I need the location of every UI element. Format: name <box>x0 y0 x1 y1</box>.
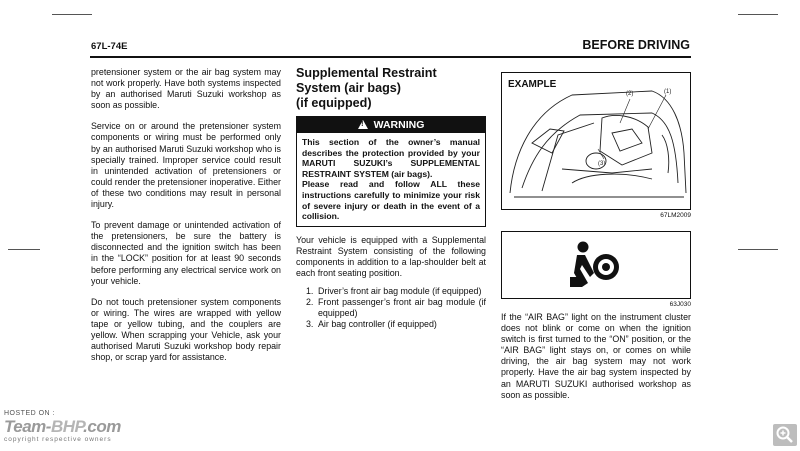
list-number: 1. <box>306 286 314 297</box>
warning-box <box>296 116 486 227</box>
list-item <box>306 297 486 319</box>
team-bhp-logo <box>4 417 204 436</box>
paragraph: pretensioner system or the air bag system may not work properly. Have both systems inspected by an authorised Maruti Suzuki workshop as soon as possible. <box>91 67 281 111</box>
crop-mark <box>738 14 778 15</box>
zoom-in-icon <box>773 424 797 446</box>
airbag-light-figure <box>501 231 691 299</box>
warning-header <box>297 117 485 133</box>
crop-mark <box>52 14 92 15</box>
warning-glyph: ! <box>361 121 364 128</box>
callout-1: (1) <box>664 89 672 95</box>
heading-line: Supplemental Restraint <box>296 66 437 80</box>
list-text: Front passenger’s front air bag module (if equipped) <box>318 297 486 319</box>
list-number: 2. <box>306 297 314 308</box>
srs-section-heading <box>296 66 486 111</box>
zoom-button[interactable] <box>773 424 797 446</box>
srs-description <box>296 235 486 331</box>
srs-intro: Your vehicle is equipped with a Supplemental Restraint System consisting of the following components in addition to a lap-shoulder belt at each front seating position. <box>296 234 486 279</box>
airbag-warning-icon <box>568 239 624 291</box>
logo-part: Team- <box>4 417 51 436</box>
warning-heading: WARNING <box>373 119 425 131</box>
warning-body <box>297 133 485 226</box>
list-item <box>306 286 486 297</box>
page-code: 67L-74E <box>91 41 128 52</box>
callout-2: (2) <box>626 91 634 97</box>
figure-code: 67LM2009 <box>660 212 691 219</box>
list-number: 3. <box>306 319 314 330</box>
crop-mark <box>738 249 778 250</box>
crop-mark <box>8 249 40 250</box>
figure-code: 63J030 <box>669 301 691 308</box>
header-rule <box>90 56 691 58</box>
airbag-light-text: If the “AIR BAG” light on the instrument cluster does not blink or come on when the ignition switch is first turned to the “ON” position, or the “AIR BAG” light stays on, or comes on while driving, the air bag system may not work properly. Have the air bag system inspected by an MARUTI SUZUKI authorised workshop as soon as possible. <box>501 312 691 400</box>
hosted-on-label: HOSTED ON : <box>4 410 56 417</box>
warning-text: This section of the owner’s manual describes the protection provided by your MARUTI SUZUKI’s SUPPLEMENTAL RESTRAINT SYSTEM (air bags). <box>302 137 480 179</box>
car-interior-illustration <box>502 73 689 206</box>
airbag-location-figure <box>501 72 691 210</box>
section-title: BEFORE DRIVING <box>582 38 690 52</box>
paragraph: To prevent damage or unintended activation of the pretensioners, be sure the battery is disconnected and the ignition switch has been in the “LOCK” position for at least 90 seconds before performing any electrical service work on your vehicle. <box>91 220 281 286</box>
component-list <box>296 286 486 330</box>
logo-part: BHP <box>50 417 84 436</box>
logo-part: .com <box>83 417 121 436</box>
copyright-text: copyright respective owners <box>4 436 112 443</box>
heading-line: System (air bags) <box>296 81 401 95</box>
heading-line: (if equipped) <box>296 96 372 110</box>
column-airbag-light <box>501 72 691 401</box>
column-pretensioner-text <box>91 67 281 373</box>
list-text: Air bag controller (if equipped) <box>318 319 437 330</box>
list-item <box>306 319 486 330</box>
list-text: Driver’s front air bag module (if equipped) <box>318 286 482 297</box>
paragraph: Do not touch pretensioner system components or wiring. The wires are wrapped with yellow tape or yellow tubing, and the couplers are yellow. When scrapping your Vehicle, ask your authorised Maruti Suzuki workshop body repair shop, or scrap yard for assistance. <box>91 296 281 363</box>
column-srs <box>296 66 486 331</box>
paragraph: Service on or around the pretensioner system components or wiring must be performed only by an authorised Maruti Suzuki workshop who is specially trained. Improper service could result in unintended activation of pretensioners or could render the pretensioner inoperative. Either of these two conditions may result in personal injury. <box>91 121 281 210</box>
warning-text: Please read and follow ALL these instructions carefully to minimize your risk of severe injury or death in the event of a collision. <box>302 179 480 222</box>
team-bhp-watermark <box>4 410 204 450</box>
figure-label: EXAMPLE <box>508 79 557 90</box>
callout-3: (3) <box>598 161 606 167</box>
warning-triangle-icon <box>358 120 368 129</box>
